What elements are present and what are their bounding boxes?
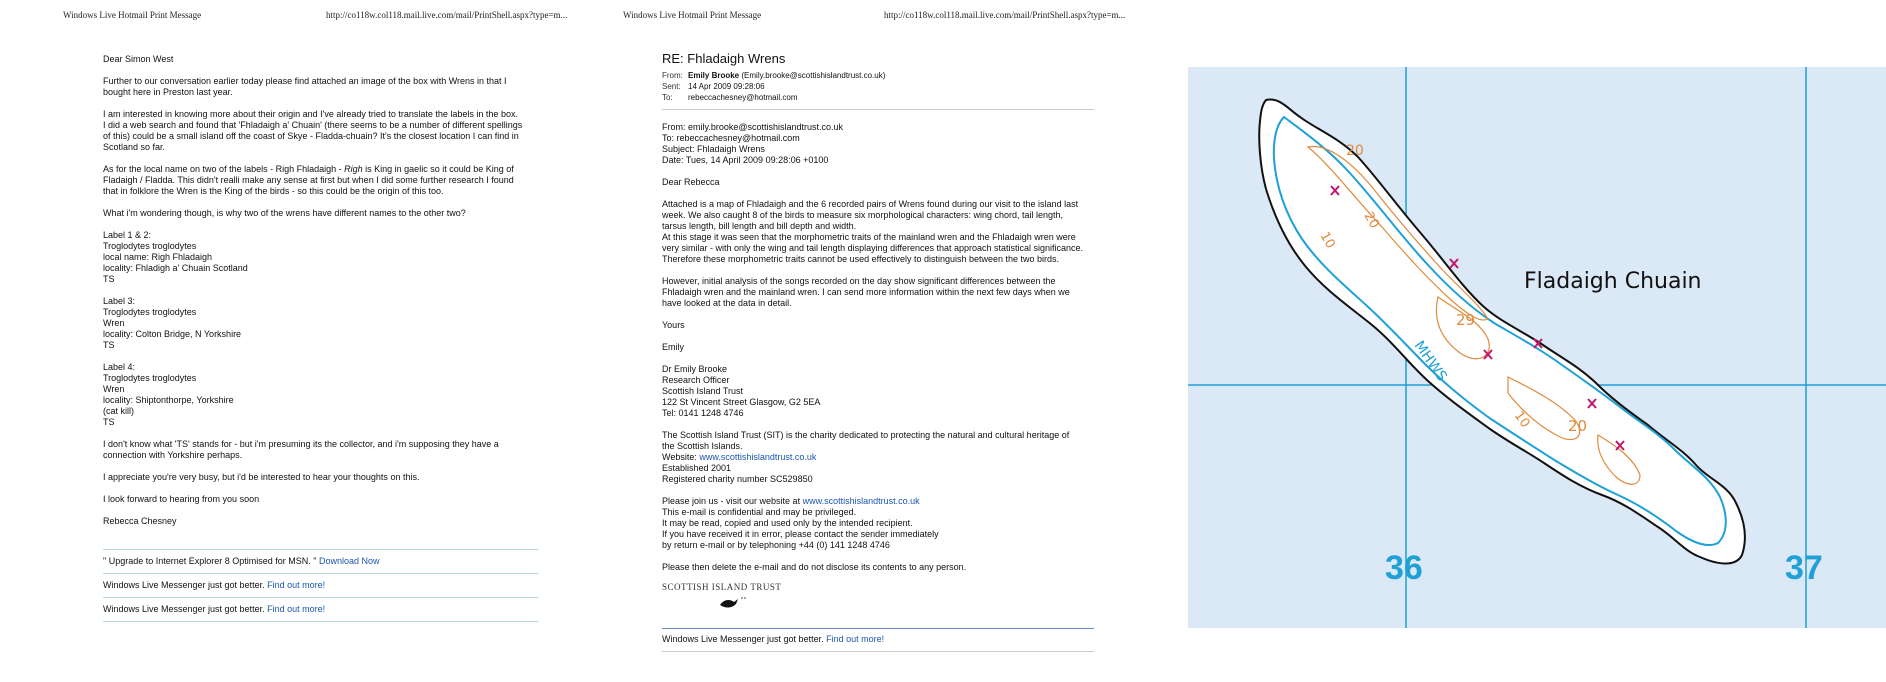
text-line: have looked at the data in detail. <box>662 298 792 308</box>
divider <box>103 573 538 574</box>
map-graphic <box>1188 67 1886 628</box>
contour-label: 10 <box>1316 229 1338 252</box>
closing: Yours <box>662 320 685 330</box>
text-line: Troglodytes troglodytes <box>103 307 197 317</box>
text-line: Wren <box>103 318 125 328</box>
to-value: rebeccachesney@hotmail.com <box>688 93 798 102</box>
meta-to <box>662 92 1094 103</box>
text-line: TS <box>103 274 115 284</box>
text-line: To: rebeccachesney@hotmail.com <box>662 133 800 143</box>
text-span: is King in gaelic so it could be King of <box>362 164 514 174</box>
join-line <box>662 496 1094 507</box>
header-rule <box>662 109 1094 110</box>
text-line: the Scottish Islands. <box>662 441 743 451</box>
text-line: Tel: 0141 1248 4746 <box>662 408 744 418</box>
text-line: Further to our conversation earlier today please find attached an image of the box with Wrens in that I <box>103 76 507 86</box>
divider <box>103 549 538 550</box>
sit-logo <box>662 582 1094 616</box>
signature-block <box>662 364 1094 419</box>
text-line: TS <box>103 417 115 427</box>
grid-number-label: 37 <box>1785 549 1823 587</box>
text-line: Troglodytes troglodytes <box>103 373 197 383</box>
greeting: Dear Simon West <box>103 54 174 64</box>
island-map <box>1188 67 1886 628</box>
divider <box>103 621 538 622</box>
text-line: Established 2001 <box>662 463 732 473</box>
from-name: Emily Brooke <box>688 71 740 80</box>
contour-label: 20 <box>1568 417 1588 435</box>
paragraph-4: What i'm wondering though, is why two of the wrens have different names to the other two? <box>103 208 466 218</box>
divider <box>662 651 1094 652</box>
logo-text: SCOTTISH ISLAND TRUST <box>662 582 782 592</box>
text-line: This e-mail is confidential and may be privileged. <box>662 507 857 517</box>
ie-upgrade-ad <box>103 553 538 570</box>
text-line <box>103 164 538 175</box>
text-line: Research Officer <box>662 375 730 385</box>
text-line: Attached is a map of Fhladaigh and the 6 recorded pairs of Wrens found during our visit to the island last <box>662 199 1079 209</box>
text-line: locality: Shiptonthorpe, Yorkshire <box>103 395 234 405</box>
website-link[interactable]: www.scottishislandtrust.co.uk <box>802 496 920 506</box>
website-label: Website: <box>662 452 700 462</box>
sender-first-name: Emily <box>662 342 684 352</box>
find-out-more-link[interactable]: Find out more! <box>267 580 326 590</box>
paragraph-6: I appreciate you're very busy, but i'd be interested to hear your thoughts on this. <box>103 472 420 482</box>
logo-bird-icon <box>718 593 748 613</box>
text-line: At this stage it was seen that the morphometric traits of the mainland wren and the Fhladaigh wren were <box>662 232 1076 242</box>
text-line: Scottish Island Trust <box>662 386 744 396</box>
label-4-block <box>103 362 538 428</box>
delete-note: Please then delete the e-mail and do not disclose its contents to any person. <box>662 562 967 572</box>
paragraph-2 <box>103 109 538 153</box>
to-key: To: <box>662 93 673 102</box>
from-key: From: <box>662 71 683 80</box>
join-label: Please join us - visit our website at <box>662 496 803 506</box>
email-2 <box>662 51 1094 655</box>
text-line: (cat kill) <box>103 406 134 416</box>
meta-sent <box>662 81 1094 92</box>
print-header-left-url: http://co118w.col118.mail.live.com/mail/PrintShell.aspx?type=m... <box>326 10 568 20</box>
paragraph-5 <box>103 439 538 461</box>
messenger-ad-text: Windows Live Messenger just got better. <box>103 604 265 614</box>
contour-label: 20 <box>1360 209 1382 232</box>
text-line: 122 St Vincent Street Glasgow, G2 5EA <box>662 397 821 407</box>
text-line: Dr Emily Brooke <box>662 364 728 374</box>
text-line: Label 3: <box>103 296 136 306</box>
place-name-label: Fladaigh Chuain <box>1524 269 1702 294</box>
meta-from <box>662 70 1094 81</box>
text-line: Fladaigh / Fladda. This didn't realli make any sense at first but when I did some further research I found <box>103 175 514 185</box>
text-line: However, initial analysis of the songs recorded on the day show significant differences between the <box>662 276 1056 286</box>
greeting: Dear Rebecca <box>662 177 720 187</box>
text-line: Subject: Fhladaigh Wrens <box>662 144 765 154</box>
text-line: Wren <box>103 384 125 394</box>
messenger-ad-2 <box>103 601 538 618</box>
website-line <box>662 452 1094 463</box>
email-subject: RE: Fhladaigh Wrens <box>662 51 786 66</box>
island-landmass <box>1259 100 1745 564</box>
text-line: Label 1 & 2: <box>103 230 152 240</box>
website-link[interactable]: www.scottishislandtrust.co.uk <box>699 452 817 462</box>
text-line: locality: Fhladigh a' Chuain Scotland <box>103 263 248 273</box>
text-line: TS <box>103 340 115 350</box>
text-line: Label 4: <box>103 362 136 372</box>
from-address: (Emily.brooke@scottishislandtrust.co.uk) <box>741 71 886 80</box>
contour-label: 20 <box>1346 143 1364 159</box>
divider <box>103 597 538 598</box>
email-1 <box>103 54 538 625</box>
download-now-link[interactable]: Download Now <box>319 556 380 566</box>
emphasis: Righ <box>344 164 363 174</box>
text-line: It may be read, copied and used only by the intended recipient. <box>662 518 913 528</box>
paragraph-1 <box>662 199 1094 265</box>
paragraph-2 <box>662 276 1094 309</box>
sent-key: Sent: <box>662 82 681 91</box>
disclaimer <box>662 496 1094 551</box>
text-line: Therefore these morphometric traits cannot be used effectively to distinguish between the two birds. <box>662 254 1060 264</box>
find-out-more-link[interactable]: Find out more! <box>826 634 885 644</box>
paragraph-7: I look forward to hearing from you soon <box>103 494 260 504</box>
text-line: by return e-mail or by telephoning +44 (0) 141 1248 4746 <box>662 540 890 550</box>
paragraph-1 <box>103 76 538 98</box>
mhws-label: MHWS <box>1410 338 1450 385</box>
nest-marker <box>1450 259 1458 268</box>
print-header-right-title: Windows Live Hotmail Print Message <box>623 10 762 20</box>
text-line: bought here in Preston last year. <box>103 87 233 97</box>
text-line: local name: Righ Fhladaigh <box>103 252 213 262</box>
messenger-ad-text: Windows Live Messenger just got better. <box>662 634 824 644</box>
messenger-ad-1 <box>103 577 538 594</box>
trust-info <box>662 430 1094 485</box>
text-line: that in folklore the Wren is the King of the birds - so this could be the origin of this too. <box>103 186 444 196</box>
text-line: I did a web search and found that 'Fhladaigh a' Chuain' (there seems to be a number of different spellings <box>103 120 523 130</box>
text-line: Scotland so far. <box>103 142 166 152</box>
messenger-ad-text: Windows Live Messenger just got better. <box>103 580 265 590</box>
find-out-more-link[interactable]: Find out more! <box>267 604 326 614</box>
messenger-ad <box>662 629 1094 648</box>
text-line: From: emily.brooke@scottishislandtrust.co.uk <box>662 122 844 132</box>
text-line: tarsus length, bill length and bill depth and width. <box>662 221 857 231</box>
label-3-block <box>103 296 538 351</box>
text-line: If you have received it in error, please contact the sender immediately <box>662 529 939 539</box>
text-line: I am interested in knowing more about their origin and I've already tried to translate the labels in the box. <box>103 109 518 119</box>
print-header-right-url: http://co118w.col118.mail.live.com/mail/PrintShell.aspx?type=m... <box>884 10 1126 20</box>
contour-label: 29 <box>1456 311 1476 329</box>
signature: Rebecca Chesney <box>103 516 177 526</box>
text-span: As for the local name on two of the labels - Righ Fhladaigh - <box>103 164 345 174</box>
text-line: of this) could be a small island off the coast of Skye - Fladda-chuain? It's the closest location I can find in <box>103 131 519 141</box>
text-line: Registered charity number SC529850 <box>662 474 813 484</box>
contour-label: 10 <box>1510 408 1533 431</box>
text-line: very similar - with only the wing and tail length displaying differences that approach statistical significance. <box>662 243 1084 253</box>
print-header-left-title: Windows Live Hotmail Print Message <box>63 10 202 20</box>
text-line: I don't know what 'TS' stands for - but i'm presuming its the collector, and i'm supposing they have a <box>103 439 499 449</box>
paragraph-3 <box>103 164 538 197</box>
ie-upgrade-text: " Upgrade to Internet Explorer 8 Optimised for MSN. " <box>103 556 317 566</box>
quoted-header <box>662 122 1094 166</box>
text-line: locality: Colton Bridge, N Yorkshire <box>103 329 242 339</box>
sent-value: 14 Apr 2009 09:28:06 <box>688 82 765 91</box>
text-line: Date: Tues, 14 April 2009 09:28:06 +0100 <box>662 155 829 165</box>
text-line: Troglodytes troglodytes <box>103 241 197 251</box>
text-line: connection with Yorkshire perhaps. <box>103 450 243 460</box>
text-line: Fhladaigh wren and the mainland wren. I can send more information within the next few days when we <box>662 287 1070 297</box>
text-line: week. We also caught 8 of the birds to measure six morphological characters: wing chord, tail length, <box>662 210 1064 220</box>
text-line: The Scottish Island Trust (SIT) is the charity dedicated to protecting the natural and cultural heritage of <box>662 430 1070 440</box>
grid-number-label: 36 <box>1385 549 1423 587</box>
label-1-2-block <box>103 230 538 285</box>
